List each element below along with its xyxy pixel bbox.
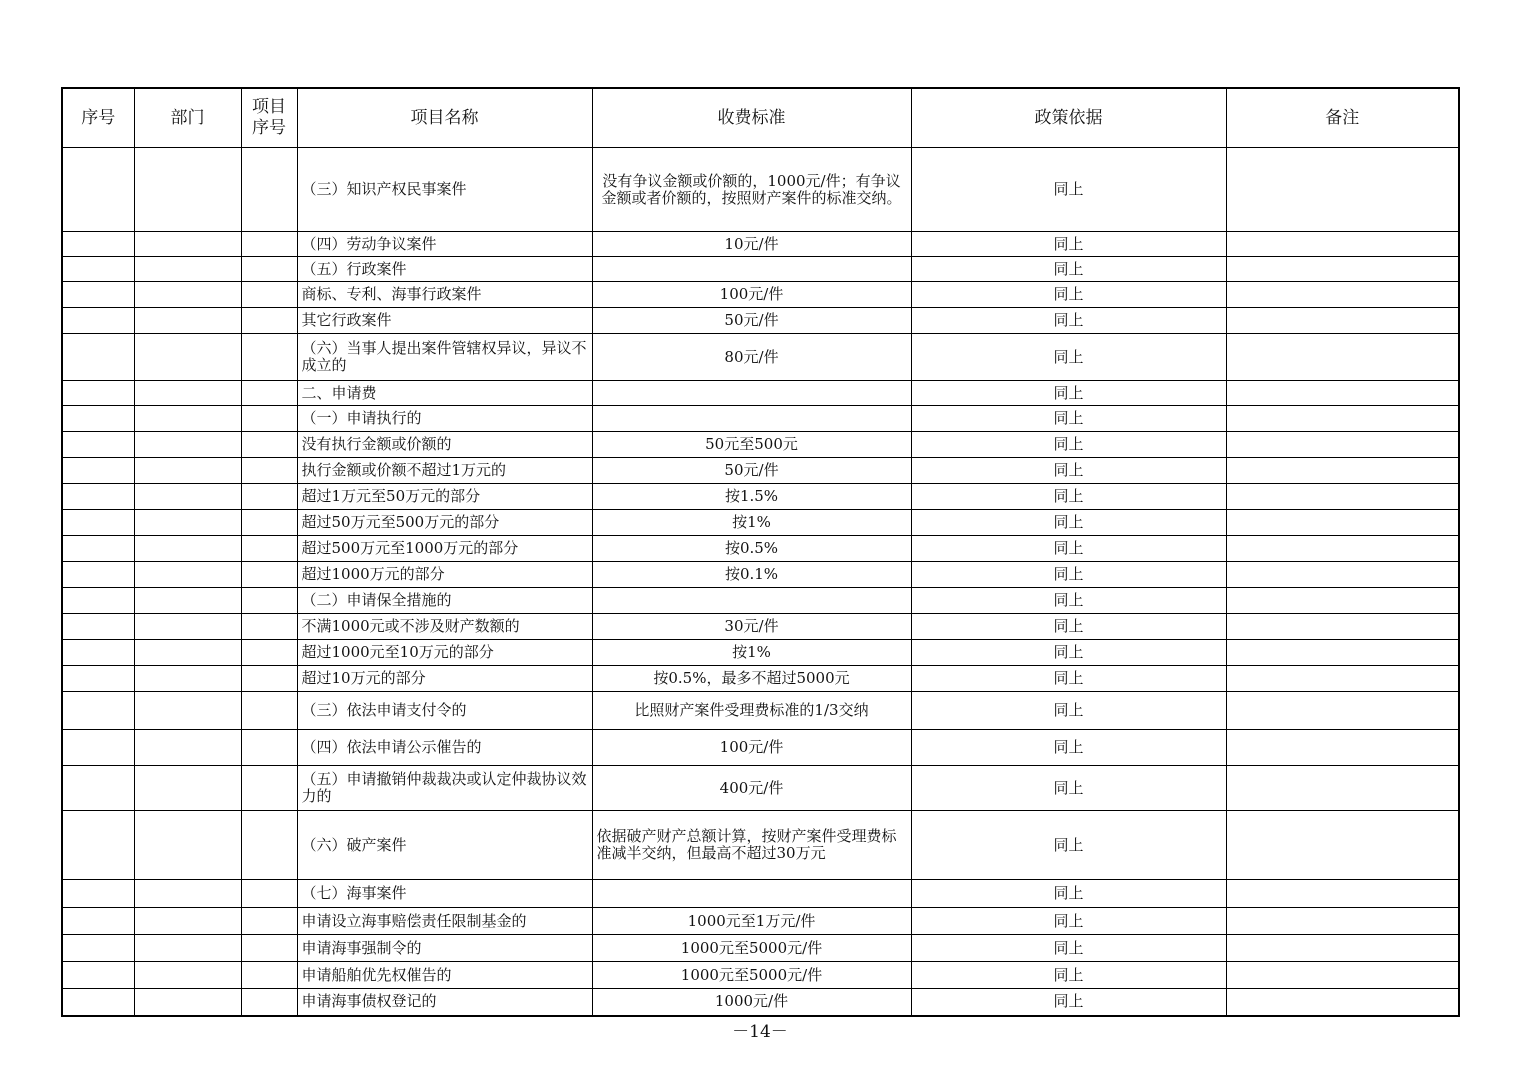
cell-dept <box>134 458 241 484</box>
cell-item-seq <box>241 989 297 1016</box>
header-remark: 备注 <box>1226 88 1459 148</box>
cell-remark <box>1226 334 1459 381</box>
cell-standard: 400元/件 <box>592 766 911 811</box>
cell-standard: 依据破产财产总额计算，按财产案件受理费标准减半交纳，但最高不超过30万元 <box>592 811 911 880</box>
cell-standard: 80元/件 <box>592 334 911 381</box>
table-row <box>62 614 1459 640</box>
cell-item-name: （六）破产案件 <box>297 811 592 880</box>
table-body <box>62 148 1459 1016</box>
cell-item-name: （五）行政案件 <box>297 257 592 282</box>
cell-standard: 1000元至1万元/件 <box>592 908 911 935</box>
cell-seq <box>62 811 134 880</box>
header-seq: 序号 <box>62 88 134 148</box>
cell-seq <box>62 588 134 614</box>
cell-item-seq <box>241 692 297 730</box>
cell-item-name: 超过1000元至10万元的部分 <box>297 640 592 666</box>
cell-seq <box>62 880 134 908</box>
cell-dept <box>134 962 241 989</box>
cell-standard: 按0.5%，最多不超过5000元 <box>592 666 911 692</box>
cell-item-name: 申请海事债权登记的 <box>297 989 592 1016</box>
cell-seq <box>62 282 134 308</box>
cell-dept <box>134 232 241 257</box>
cell-standard <box>592 880 911 908</box>
cell-item-name: 商标、专利、海事行政案件 <box>297 282 592 308</box>
cell-item-seq <box>241 908 297 935</box>
cell-seq <box>62 989 134 1016</box>
table-row <box>62 908 1459 935</box>
cell-remark <box>1226 484 1459 510</box>
cell-standard <box>592 381 911 406</box>
cell-policy: 同上 <box>911 484 1226 510</box>
cell-dept <box>134 308 241 334</box>
cell-policy: 同上 <box>911 308 1226 334</box>
cell-policy: 同上 <box>911 148 1226 232</box>
cell-item-seq <box>241 282 297 308</box>
cell-standard: 1000元/件 <box>592 989 911 1016</box>
cell-remark <box>1226 935 1459 962</box>
cell-dept <box>134 282 241 308</box>
cell-policy: 同上 <box>911 334 1226 381</box>
table-row <box>62 880 1459 908</box>
cell-policy: 同上 <box>911 692 1226 730</box>
cell-policy: 同上 <box>911 614 1226 640</box>
cell-seq <box>62 692 134 730</box>
cell-remark <box>1226 510 1459 536</box>
cell-item-name: 申请设立海事赔偿责任限制基金的 <box>297 908 592 935</box>
cell-item-name: 其它行政案件 <box>297 308 592 334</box>
cell-remark <box>1226 406 1459 432</box>
cell-item-seq <box>241 308 297 334</box>
cell-policy: 同上 <box>911 562 1226 588</box>
cell-item-name: （二）申请保全措施的 <box>297 588 592 614</box>
cell-remark <box>1226 962 1459 989</box>
table-row <box>62 510 1459 536</box>
table-row <box>62 989 1459 1016</box>
cell-remark <box>1226 614 1459 640</box>
cell-item-name: 执行金额或价额不超过1万元的 <box>297 458 592 484</box>
cell-policy: 同上 <box>911 588 1226 614</box>
cell-remark <box>1226 989 1459 1016</box>
cell-seq <box>62 536 134 562</box>
cell-item-name: （四）劳动争议案件 <box>297 232 592 257</box>
cell-remark <box>1226 432 1459 458</box>
cell-dept <box>134 536 241 562</box>
cell-seq <box>62 484 134 510</box>
cell-standard: 比照财产案件受理费标准的1/3交纳 <box>592 692 911 730</box>
cell-item-name: 超过1万元至50万元的部分 <box>297 484 592 510</box>
cell-policy: 同上 <box>911 811 1226 880</box>
cell-policy: 同上 <box>911 406 1226 432</box>
cell-policy: 同上 <box>911 282 1226 308</box>
table-row <box>62 935 1459 962</box>
cell-remark <box>1226 730 1459 766</box>
cell-remark <box>1226 381 1459 406</box>
cell-item-seq <box>241 484 297 510</box>
cell-dept <box>134 730 241 766</box>
cell-item-seq <box>241 730 297 766</box>
cell-remark <box>1226 458 1459 484</box>
cell-dept <box>134 432 241 458</box>
cell-dept <box>134 935 241 962</box>
cell-seq <box>62 908 134 935</box>
cell-dept <box>134 381 241 406</box>
cell-dept <box>134 562 241 588</box>
cell-dept <box>134 666 241 692</box>
cell-remark <box>1226 562 1459 588</box>
cell-standard: 按0.1% <box>592 562 911 588</box>
cell-policy: 同上 <box>911 766 1226 811</box>
cell-policy: 同上 <box>911 640 1226 666</box>
cell-item-seq <box>241 766 297 811</box>
cell-remark <box>1226 308 1459 334</box>
cell-item-name: 超过10万元的部分 <box>297 666 592 692</box>
cell-dept <box>134 811 241 880</box>
table-row <box>62 640 1459 666</box>
table-row <box>62 406 1459 432</box>
cell-item-seq <box>241 232 297 257</box>
cell-policy: 同上 <box>911 257 1226 282</box>
cell-policy: 同上 <box>911 458 1226 484</box>
cell-seq <box>62 666 134 692</box>
cell-dept <box>134 640 241 666</box>
cell-item-seq <box>241 458 297 484</box>
cell-item-name: （五）申请撤销仲裁裁决或认定仲裁协议效力的 <box>297 766 592 811</box>
table-row <box>62 458 1459 484</box>
table-row <box>62 962 1459 989</box>
cell-item-seq <box>241 381 297 406</box>
cell-item-name: （四）依法申请公示催告的 <box>297 730 592 766</box>
cell-policy: 同上 <box>911 962 1226 989</box>
cell-dept <box>134 148 241 232</box>
cell-item-seq <box>241 257 297 282</box>
table-row <box>62 536 1459 562</box>
table-row <box>62 484 1459 510</box>
page-number: －14－ <box>732 1022 788 1042</box>
cell-item-seq <box>241 640 297 666</box>
cell-dept <box>134 334 241 381</box>
table-row <box>62 232 1459 257</box>
table-row <box>62 432 1459 458</box>
cell-item-name: （七）海事案件 <box>297 880 592 908</box>
table-row <box>62 562 1459 588</box>
cell-item-name: 没有执行金额或价额的 <box>297 432 592 458</box>
cell-standard: 100元/件 <box>592 282 911 308</box>
cell-standard: 没有争议金额或价额的，1000元/件；有争议金额或者价额的，按照财产案件的标准交纳。 <box>592 148 911 232</box>
table-row <box>62 308 1459 334</box>
cell-seq <box>62 640 134 666</box>
cell-seq <box>62 562 134 588</box>
cell-seq <box>62 935 134 962</box>
header-policy: 政策依据 <box>911 88 1226 148</box>
cell-remark <box>1226 257 1459 282</box>
cell-policy: 同上 <box>911 880 1226 908</box>
cell-item-name: （三）知识产权民事案件 <box>297 148 592 232</box>
cell-standard: 30元/件 <box>592 614 911 640</box>
cell-seq <box>62 334 134 381</box>
cell-seq <box>62 730 134 766</box>
cell-item-name: （六）当事人提出案件管辖权异议，异议不成立的 <box>297 334 592 381</box>
cell-dept <box>134 257 241 282</box>
cell-standard <box>592 257 911 282</box>
cell-item-seq <box>241 406 297 432</box>
cell-remark <box>1226 282 1459 308</box>
cell-policy: 同上 <box>911 536 1226 562</box>
table-row <box>62 692 1459 730</box>
cell-standard: 10元/件 <box>592 232 911 257</box>
table-row <box>62 666 1459 692</box>
cell-item-seq <box>241 334 297 381</box>
cell-seq <box>62 148 134 232</box>
cell-policy: 同上 <box>911 381 1226 406</box>
cell-remark <box>1226 666 1459 692</box>
cell-dept <box>134 588 241 614</box>
cell-seq <box>62 510 134 536</box>
cell-remark <box>1226 811 1459 880</box>
cell-seq <box>62 432 134 458</box>
cell-policy: 同上 <box>911 510 1226 536</box>
cell-remark <box>1226 908 1459 935</box>
cell-remark <box>1226 766 1459 811</box>
cell-dept <box>134 766 241 811</box>
cell-remark <box>1226 692 1459 730</box>
cell-policy: 同上 <box>911 432 1226 458</box>
table-row <box>62 811 1459 880</box>
cell-item-name: 超过50万元至500万元的部分 <box>297 510 592 536</box>
cell-item-name: 超过1000万元的部分 <box>297 562 592 588</box>
cell-policy: 同上 <box>911 989 1226 1016</box>
cell-item-name: （一）申请执行的 <box>297 406 592 432</box>
cell-remark <box>1226 232 1459 257</box>
cell-remark <box>1226 536 1459 562</box>
table-row <box>62 257 1459 282</box>
cell-dept <box>134 614 241 640</box>
table-row <box>62 766 1459 811</box>
cell-dept <box>134 406 241 432</box>
cell-item-seq <box>241 148 297 232</box>
cell-policy: 同上 <box>911 730 1226 766</box>
cell-item-seq <box>241 562 297 588</box>
table-row <box>62 334 1459 381</box>
cell-item-name: 申请海事强制令的 <box>297 935 592 962</box>
cell-seq <box>62 962 134 989</box>
cell-policy: 同上 <box>911 232 1226 257</box>
cell-item-seq <box>241 432 297 458</box>
cell-standard: 按1% <box>592 640 911 666</box>
table-row <box>62 148 1459 232</box>
cell-remark <box>1226 148 1459 232</box>
cell-seq <box>62 458 134 484</box>
table-row <box>62 282 1459 308</box>
cell-item-seq <box>241 880 297 908</box>
cell-item-seq <box>241 614 297 640</box>
cell-seq <box>62 614 134 640</box>
cell-remark <box>1226 588 1459 614</box>
cell-policy: 同上 <box>911 935 1226 962</box>
cell-policy: 同上 <box>911 666 1226 692</box>
fee-table <box>61 87 1460 1017</box>
cell-standard: 50元/件 <box>592 308 911 334</box>
table-row <box>62 730 1459 766</box>
table-header-row <box>62 88 1459 148</box>
cell-standard: 1000元至5000元/件 <box>592 935 911 962</box>
cell-remark <box>1226 640 1459 666</box>
cell-item-seq <box>241 811 297 880</box>
cell-standard: 按1% <box>592 510 911 536</box>
cell-item-seq <box>241 536 297 562</box>
cell-policy: 同上 <box>911 908 1226 935</box>
cell-item-seq <box>241 935 297 962</box>
cell-standard: 按0.5% <box>592 536 911 562</box>
cell-item-name: 申请船舶优先权催告的 <box>297 962 592 989</box>
cell-seq <box>62 766 134 811</box>
cell-dept <box>134 484 241 510</box>
cell-item-name: 不满1000元或不涉及财产数额的 <box>297 614 592 640</box>
cell-item-seq <box>241 666 297 692</box>
cell-standard <box>592 406 911 432</box>
cell-standard: 50元/件 <box>592 458 911 484</box>
cell-dept <box>134 510 241 536</box>
header-standard: 收费标准 <box>592 88 911 148</box>
cell-seq <box>62 381 134 406</box>
cell-dept <box>134 908 241 935</box>
cell-dept <box>134 880 241 908</box>
cell-seq <box>62 257 134 282</box>
cell-seq <box>62 308 134 334</box>
cell-item-seq <box>241 962 297 989</box>
header-item-seq: 项目 序号 <box>241 88 297 148</box>
cell-standard: 100元/件 <box>592 730 911 766</box>
cell-standard: 50元至500元 <box>592 432 911 458</box>
cell-standard: 按1.5% <box>592 484 911 510</box>
cell-item-name: 二、申请费 <box>297 381 592 406</box>
cell-dept <box>134 989 241 1016</box>
header-item-name: 项目名称 <box>297 88 592 148</box>
cell-remark <box>1226 880 1459 908</box>
cell-seq <box>62 232 134 257</box>
cell-standard: 1000元至5000元/件 <box>592 962 911 989</box>
cell-item-seq <box>241 588 297 614</box>
table-row <box>62 381 1459 406</box>
cell-item-seq <box>241 510 297 536</box>
cell-item-name: 超过500万元至1000万元的部分 <box>297 536 592 562</box>
cell-seq <box>62 406 134 432</box>
header-dept: 部门 <box>134 88 241 148</box>
cell-dept <box>134 692 241 730</box>
cell-standard <box>592 588 911 614</box>
table-row <box>62 588 1459 614</box>
cell-item-name: （三）依法申请支付令的 <box>297 692 592 730</box>
